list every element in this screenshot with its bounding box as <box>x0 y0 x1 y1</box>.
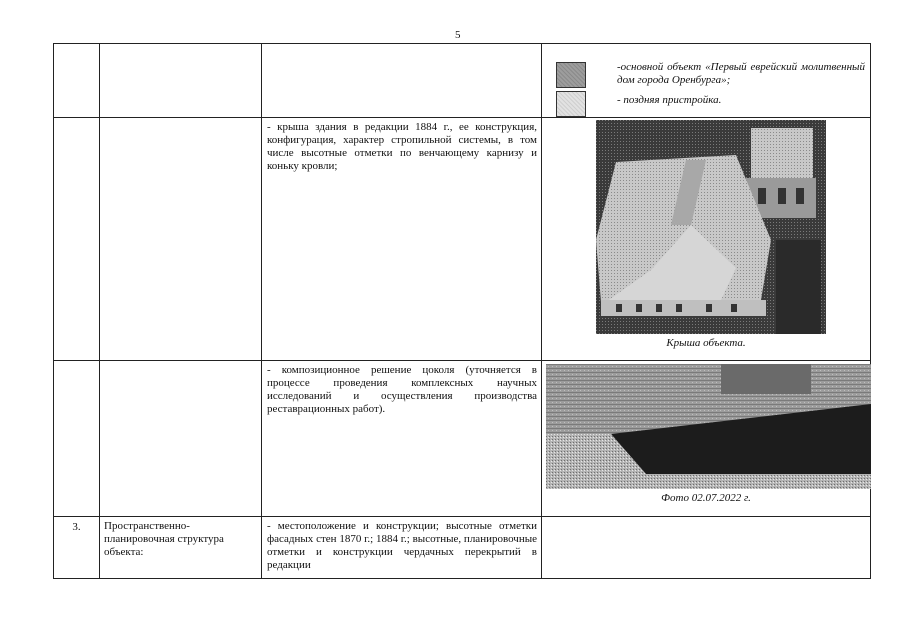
empty-photo-cell <box>542 517 871 579</box>
roof-description: - крыша здания в редакции 1884 г., ее конструкция, конфигурация, характер стропильной системы, в том числе высотные отметки по венчающему карнизу и коньку кровли; <box>262 118 542 361</box>
plinth-photo-caption: Фото 02.07.2022 г. <box>661 492 751 504</box>
late-extension-swatch <box>556 91 586 117</box>
legend-main-object: -основной объект «Первый еврейский молитвенный дом города Оренбурга»; <box>617 61 865 86</box>
number-cell <box>54 118 100 361</box>
roof-photo <box>596 120 826 334</box>
description-cell <box>262 44 542 118</box>
section-name: Пространственно-планировочная структура объекта: <box>100 517 262 579</box>
legend-cell <box>542 44 871 118</box>
row-number: 3. <box>54 517 100 579</box>
name-cell <box>100 44 262 118</box>
main-object-swatch <box>556 62 586 88</box>
plinth-photo-cell <box>542 361 871 517</box>
structure-description: - местоположение и конструкции; высотные отметки фасадных стен 1870 г.; 1884 г.; высотные, планировочные отметки и конструкции чердачных перекрытий в редакции <box>262 517 542 579</box>
table-row <box>54 517 871 579</box>
number-cell <box>54 361 100 517</box>
legend <box>542 44 870 116</box>
name-cell <box>100 118 262 361</box>
legend-late-extension: - поздняя пристройка. <box>617 94 722 106</box>
roof-photo-caption: Крыша объекта. <box>666 337 746 349</box>
plinth-photo <box>546 364 871 489</box>
page-number: 5 <box>455 29 461 41</box>
protection-subject-table <box>53 43 871 579</box>
roof-photo-cell <box>542 118 871 361</box>
plinth-description: - композиционное решение цоколя (уточняется в процессе проведения комплексных научных исследований и осуществления производства реставрационных работ). <box>262 361 542 517</box>
table-row <box>54 361 871 517</box>
name-cell <box>100 361 262 517</box>
table-row <box>54 44 871 118</box>
table-row <box>54 118 871 361</box>
number-cell <box>54 44 100 118</box>
